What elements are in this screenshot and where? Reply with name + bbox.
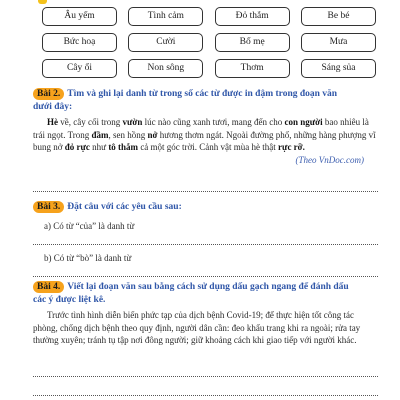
- answer-line[interactable]: [33, 243, 378, 245]
- answer-line[interactable]: [33, 394, 378, 396]
- exercise-4-heading-text: Viết lại đoạn văn sau bằng cách sử dụng dấu gạch ngang để đánh dấu: [67, 282, 349, 292]
- word-box: Cười: [128, 33, 203, 52]
- word-box: Mưa: [301, 33, 376, 52]
- exercise-2-heading-cont: dưới đây:: [33, 101, 73, 112]
- bold-keyword: con người: [284, 117, 323, 127]
- bold-keyword: tô thắm: [108, 142, 139, 153]
- word-grid: [42, 7, 376, 85]
- bold-keyword: đầm: [91, 129, 109, 140]
- bold-keyword: rực rỡ.: [278, 142, 305, 153]
- word-box: Tình cảm: [128, 7, 203, 26]
- passage-text: bao nhiêu là trái ngọt. Trong: [33, 117, 369, 140]
- exercise-2-badge: Bài 2.: [33, 88, 64, 100]
- word-grid-row: [42, 7, 376, 26]
- word-box: Thơm: [215, 59, 290, 78]
- passage-text: lúc nào cũng xanh tươi, mang đến cho: [142, 117, 285, 127]
- exercise-2-passage: [33, 116, 378, 154]
- top-decoration: [38, 0, 47, 4]
- bold-keyword: Hè: [47, 117, 58, 127]
- exercise-2-heading-text: Tìm và ghi lại danh từ trong số các từ được in đậm trong đoạn văn: [67, 89, 338, 99]
- word-box: Cây ổi: [42, 59, 117, 78]
- answer-line[interactable]: [33, 190, 378, 192]
- exercise-4-heading-cont: các ý được liệt kê.: [33, 294, 106, 305]
- exercise-2: [33, 88, 378, 165]
- exercise-4-passage: Trước tình hình diễn biến phức tạp của dịch bệnh Covid-19; để thực hiện tốt công tác phòng, chống dịch bệnh theo quy định, người dân cần: đeo khẩu trang khi ra ngoài; rửa tay thường xuyên; tránh tụ tập nơi đông người; giữ khoảng cách khi giao tiếp với người khác.: [33, 310, 361, 346]
- bold-keyword: đỏ rực: [64, 142, 90, 153]
- word-box: Âu yếm: [42, 7, 117, 26]
- word-box: Bố mẹ: [215, 33, 290, 52]
- exercise-4-badge: Bài 4.: [33, 281, 64, 293]
- exercise-3-heading: [33, 201, 378, 214]
- word-box: Be bé: [301, 7, 376, 26]
- word-box: Sáng sủa: [301, 59, 376, 78]
- answer-line[interactable]: [33, 275, 378, 277]
- passage-text: như: [89, 142, 109, 153]
- exercise-4-heading: [33, 281, 378, 294]
- word-grid-row: [42, 59, 376, 78]
- exercise-3-item-b: b) Có từ “bò” là danh từ: [44, 253, 132, 263]
- word-box: Bức hoạ: [42, 33, 117, 52]
- word-grid-row: [42, 33, 376, 52]
- exercise-3-heading-text: Đặt câu với các yêu cầu sau:: [67, 202, 182, 212]
- exercise-4: [33, 281, 378, 347]
- exercise-3-badge: Bài 3.: [33, 201, 64, 213]
- passage-text: về, cây cối trong: [58, 117, 123, 127]
- answer-line[interactable]: [33, 375, 378, 377]
- bold-keyword: vườn: [122, 117, 143, 127]
- passage-text: hương thơm ngát. Ngoài đường phố, những hàng phượng vĩ bung nở: [33, 129, 376, 153]
- exercise-3-item-a: a) Có từ “của” là danh từ: [44, 221, 135, 231]
- bold-keyword: nở: [147, 129, 158, 140]
- exercise-3: [33, 201, 378, 214]
- passage-text: , sen hồng: [108, 129, 148, 140]
- exercise-2-heading: [33, 88, 378, 101]
- word-box: Non sông: [128, 59, 203, 78]
- word-box: Đỏ thắm: [215, 7, 290, 26]
- source-citation: (Theo VnDoc.com): [295, 154, 364, 165]
- passage-text: cả một góc trời. Cảnh vật mùa hè thật: [138, 142, 279, 153]
